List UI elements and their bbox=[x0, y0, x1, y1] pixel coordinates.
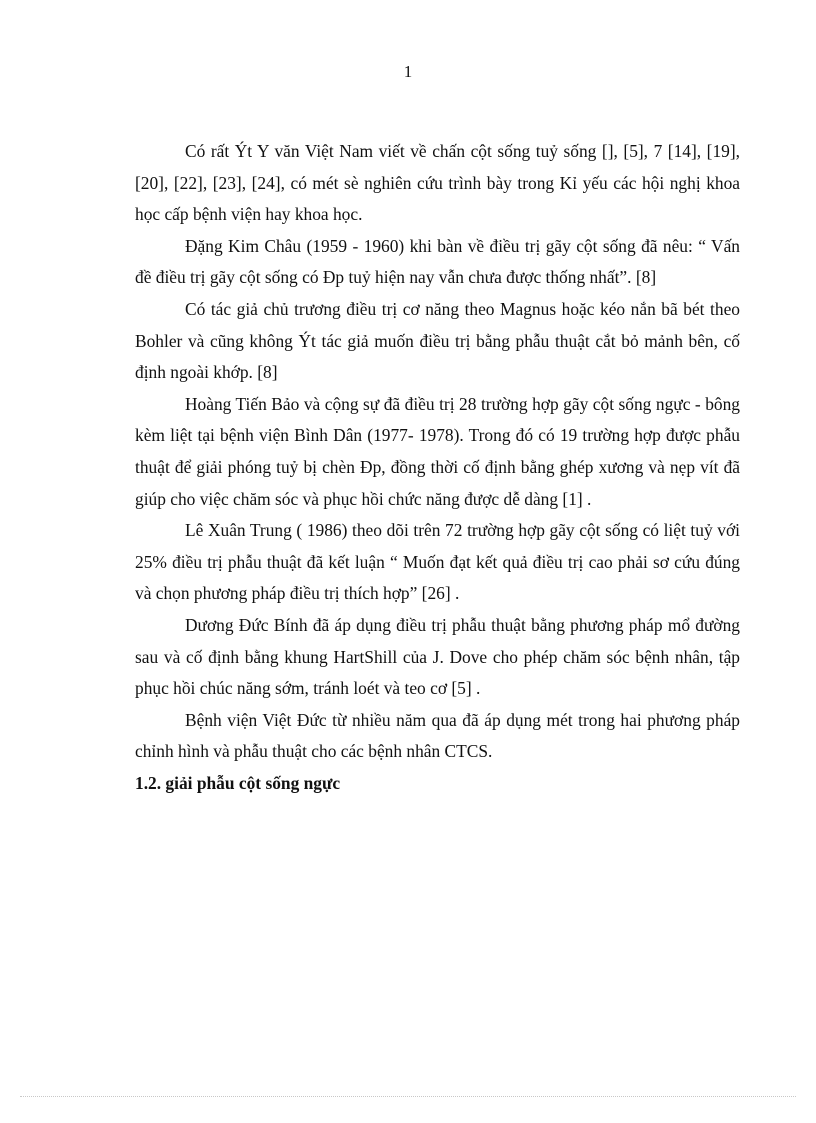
paragraph: Có rất Ýt Y văn Việt Nam viết về chấn cột sống tuỷ sống [], [5], 7 [14], [19], [20], [22], [23], [24], có mét sè nghiên cứu trình bày trong Kỉ yếu các hội nghị khoa học cấp bệnh viện hay khoa học. bbox=[135, 141, 740, 225]
paragraph: Đặng Kim Châu (1959 - 1960) khi bàn về điều trị gãy cột sống đã nêu: “ Vấn đề điều trị gãy cột sống có Đp tuỷ hiện nay vẫn chưa được thống nhất”. [8] bbox=[135, 235, 740, 288]
paragraph: Hoàng Tiến Bảo và cộng sự đã điều trị 28 trường hợp gãy cột sống ngực - bông kèm liệt tại bệnh viện Bình Dân (1977- 1978). Trong đó có 19 trường hợp được phẫu thuật để giải phóng tuỷ bị chèn Đp, đồng thời cố định bằng ghép xương và nẹp vít đã giúp cho việc chăm sóc và phục hồi chức năng được dễ dàng [1] . bbox=[135, 393, 740, 509]
paragraph: Có tác giả chủ trương điều trị cơ năng theo Magnus hoặc kéo nắn bã bét theo Bohler và cũng không Ýt tác giả muốn điều trị bằng phẫu thuật cắt bỏ mảnh bên, cố định ngoài khớp. [8] bbox=[135, 298, 740, 383]
page-number: 1 bbox=[403, 62, 413, 81]
paragraph: Bệnh viện Việt Đức từ nhiều năm qua đã áp dụng mét trong hai phương pháp chỉnh hình và phẫu thuật cho các bệnh nhân CTCS. bbox=[135, 709, 740, 762]
paragraph: Dương Đức Bính đã áp dụng điều trị phẫu thuật bằng phương pháp mổ đường sau và cố định bằng khung HartShill của J. Dove cho phép chăm sóc bệnh nhân, tập phục hồi chúc năng sớm, tránh loét và teo cơ [5] . bbox=[135, 614, 740, 699]
document-body bbox=[135, 136, 740, 799]
section-heading: 1.2. giải phẫu cột sống ngực bbox=[135, 772, 341, 793]
paragraph: Lê Xuân Trung ( 1986) theo dõi trên 72 trường hợp gãy cột sống có liệt tuỷ với 25% điều trị phẫu thuật đã kết luận “ Muốn đạt kết quả điều trị cao phải sơ cứu đúng và chọn phương pháp điều trị thích hợp” [26] . bbox=[135, 520, 740, 604]
page-bottom-divider bbox=[20, 1096, 796, 1097]
